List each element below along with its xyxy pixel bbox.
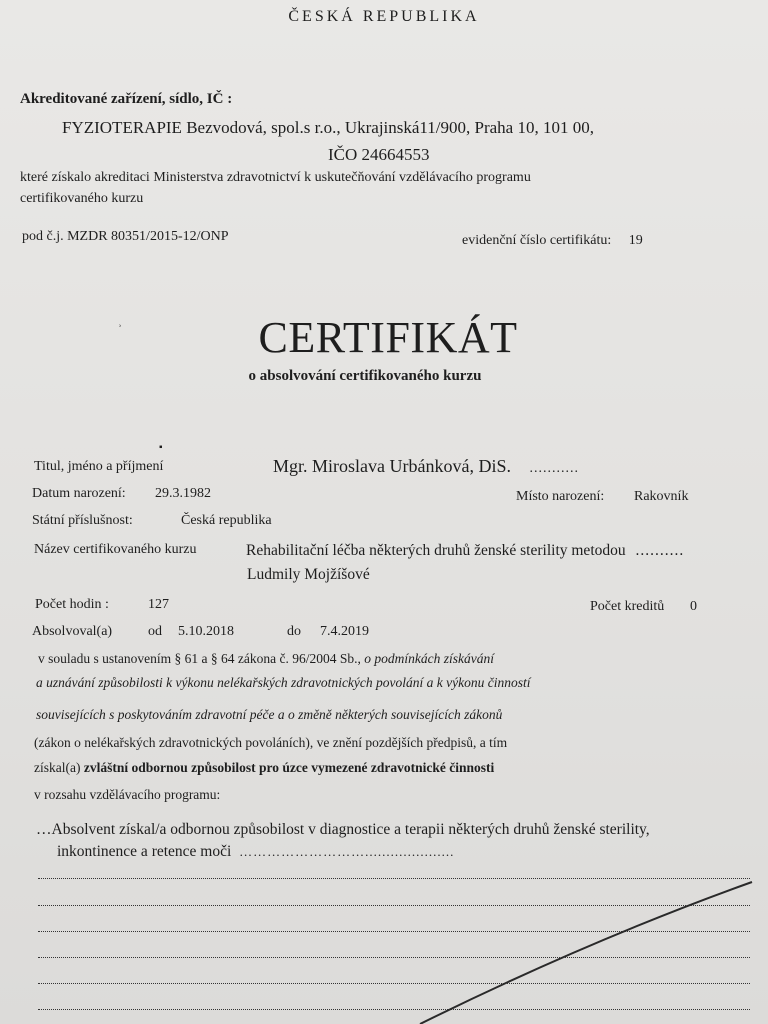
blank-line-6: [38, 1009, 750, 1010]
legal-line-6: v rozsahu vzdělávacího programu:: [34, 787, 221, 802]
from-value: 5.10.2018: [178, 624, 234, 639]
name-text: Mgr. Miroslava Urbánková, DiS.: [273, 456, 511, 476]
program-line-2: [57, 843, 454, 861]
accreditation-label: Akreditované zařízení, sídlo, IČ :: [20, 91, 233, 107]
reference-number: pod č.j. MZDR 80351/2015-12/ONP: [22, 229, 229, 244]
legal-line-4: (zákon o nelékařských zdravotnických povoláních), ve znění pozdějších předpisů, a tím: [34, 735, 508, 750]
pen-mark-2: ▪: [159, 442, 163, 453]
to-label: do: [287, 624, 301, 639]
legal-line-5-bold: zvláštní odbornou způsobilost pro úzce vymezené zdravotnické činnosti: [83, 760, 495, 775]
certificate-title: CERTIFIKÁT: [258, 313, 518, 362]
hours-label: Počet hodin :: [35, 597, 109, 612]
legal-line-5: [34, 760, 734, 776]
legal-line-1: [38, 651, 738, 667]
blank-line-3: [38, 931, 750, 932]
blank-line-4: [38, 957, 750, 958]
nationality-label: Státní příslušnost:: [32, 513, 133, 528]
hours-value: 127: [148, 597, 169, 612]
course-text-1: Rehabilitační léčba některých druhů ženské sterility metodou: [246, 542, 626, 559]
to-value: 7.4.2019: [320, 624, 369, 639]
course-label: Název certifikovaného kurzu: [34, 542, 197, 557]
credits-value: 0: [690, 599, 697, 614]
program-line-2-dots: ……………………….....................: [239, 844, 455, 859]
institution-line-1: FYZIOTERAPIE Bezvodová, spol.s r.o., Ukrajinská11/900, Praha 10, 101 00,: [62, 118, 594, 137]
evidence-value: 19: [628, 233, 643, 248]
course-value-1: [246, 542, 684, 560]
program-line-1: …Absolvent získal/a odbornou způsobilost v diagnostice a terapii některých druhů ženské sterility,: [36, 821, 650, 838]
birth-place-label: Místo narození:: [516, 489, 605, 504]
program-line-2-text: inkontinence a retence moči: [57, 843, 232, 860]
birth-date-value: 29.3.1982: [155, 486, 211, 501]
from-label: od: [148, 624, 162, 639]
legal-line-3: souvisejících s poskytováním zdravotní péče a o změně některých souvisejících zákonů: [36, 707, 503, 722]
blank-line-2: [38, 905, 750, 906]
pen-mark: ʾ: [118, 322, 122, 336]
birth-date-label: Datum narození:: [32, 486, 126, 501]
course-dots: ..........: [635, 542, 685, 559]
birth-place-value: Rakovník: [634, 489, 689, 504]
blank-line-5: [38, 983, 750, 984]
institution-line-2: IČO 24664553: [328, 145, 430, 164]
name-value: [273, 456, 579, 477]
name-label: Titul, jméno a příjmení: [34, 459, 164, 474]
certificate-subtitle: o absolvování certifikovaného kurzu: [248, 368, 482, 384]
name-dots: ...........: [529, 461, 579, 476]
legal-line-5-normal: získal(a): [34, 760, 81, 775]
course-value-2: Ludmily Mojžíšové: [247, 566, 370, 583]
legal-line-2: a uznávání způsobilosti k výkonu nelékařských zdravotnických povolání a k výkonu činností: [36, 675, 531, 690]
evidence-number: [462, 233, 643, 249]
country-header: ČESKÁ REPUBLIKA: [288, 8, 480, 25]
blank-line-1: [38, 878, 750, 879]
accreditation-text-2: certifikovaného kurzu: [20, 191, 144, 206]
completed-label: Absolvoval(a): [32, 624, 113, 639]
evidence-label: evidenční číslo certifikátu:: [462, 233, 612, 248]
legal-line-1-italic: o podmínkách získávání: [364, 651, 494, 666]
accreditation-text-1: které získalo akreditaci Ministerstva zdravotnictví k uskutečňování vzdělávacího programu: [20, 170, 531, 185]
legal-line-1-normal: v souladu s ustanovením § 61 a § 64 zákona č. 96/2004 Sb.,: [38, 651, 361, 666]
nationality-value: Česká republika: [181, 513, 272, 528]
credits-label: Počet kreditů: [590, 599, 665, 614]
